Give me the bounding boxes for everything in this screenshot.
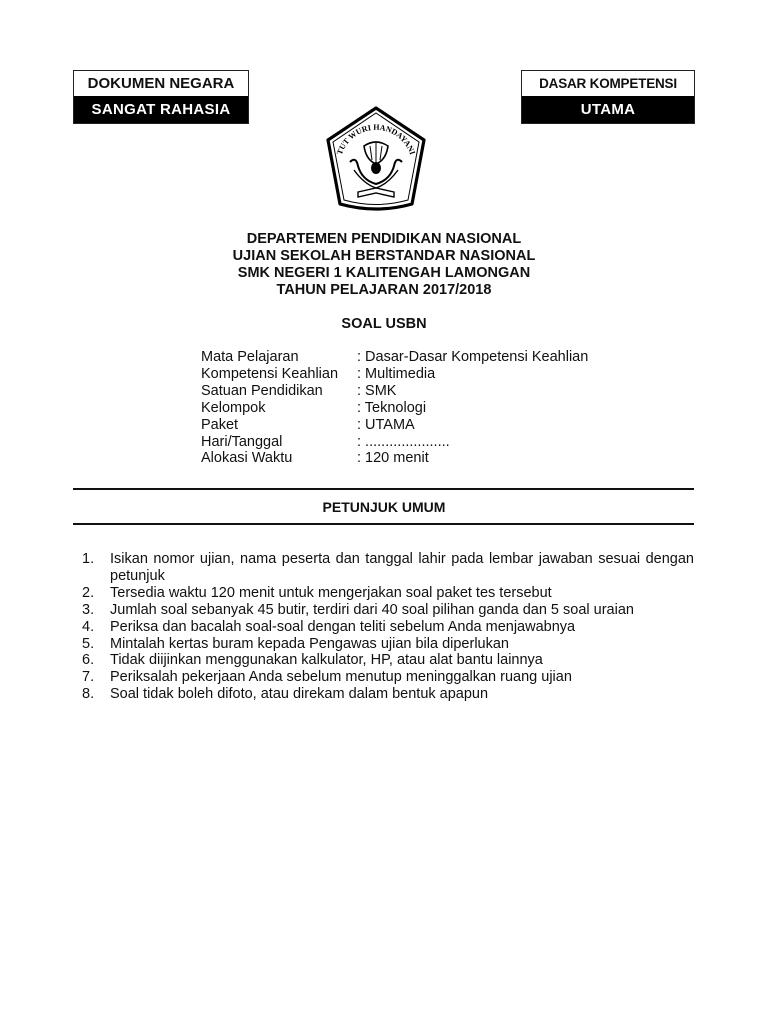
- instruction-item: [82, 636, 694, 653]
- instruction-item: [82, 585, 694, 602]
- info-value: : 120 menit: [357, 450, 429, 467]
- instruction-text: Tidak diijinkan menggunakan kalkulator, HP, atau alat bantu lainnya: [110, 652, 543, 669]
- info-label: Alokasi Waktu: [201, 450, 293, 467]
- instruction-number: 2.: [82, 584, 95, 601]
- instruction-number: 4.: [82, 618, 95, 635]
- info-row: [201, 366, 588, 383]
- instruction-text: Periksalah pekerjaan Anda sebelum menutup meninggalkan ruang ujian: [110, 669, 572, 686]
- instruction-number: 1.: [82, 551, 95, 567]
- academic-year: TAHUN PELAJARAN 2017/2018: [276, 282, 492, 298]
- info-label: Paket: [201, 416, 239, 433]
- package-label: UTAMA: [522, 96, 694, 123]
- info-value: : Multimedia: [357, 365, 436, 382]
- instruction-text: Isikan nomor ujian, nama peserta dan tanggal lahir pada lembar jawaban sesuai dengan petunjuk: [110, 551, 694, 584]
- instruction-text: Tersedia waktu 120 menit untuk mengerjakan soal paket tes tersebut: [110, 584, 552, 601]
- school-title: SMK NEGERI 1 KALITENGAH LAMONGAN: [237, 265, 531, 281]
- instruction-number: 3.: [82, 601, 95, 618]
- instruction-item: [82, 619, 694, 636]
- instruction-item: [82, 669, 694, 686]
- exam-title: UJIAN SEKOLAH BERSTANDAR NASIONAL: [232, 248, 536, 264]
- ministry-title: DEPARTEMEN PENDIDIKAN NASIONAL: [246, 231, 522, 247]
- info-value: : Teknologi: [357, 399, 427, 416]
- section-divider-bottom: [73, 523, 694, 525]
- tut-wuri-handayani-emblem-icon: [320, 104, 432, 216]
- instruction-text: Jumlah soal sebanyak 45 butir, terdiri dari 40 soal pilihan ganda dan 5 soal uraian: [110, 601, 634, 618]
- info-row: [201, 417, 588, 434]
- instructions-list: [82, 551, 694, 703]
- info-value: : UTAMA: [357, 416, 415, 433]
- info-row: [201, 349, 588, 366]
- instruction-number: 8.: [82, 686, 95, 703]
- instruction-item: [82, 551, 694, 585]
- instructions-title: PETUNJUK UMUM: [322, 499, 446, 515]
- info-value: : .....................: [357, 433, 450, 450]
- info-row: [201, 434, 588, 451]
- exam-heading: [0, 231, 768, 299]
- instruction-text: Periksa dan bacalah soal-soal dengan teliti sebelum Anda menjawabnya: [110, 618, 576, 635]
- document-classification-box: [73, 70, 249, 124]
- subject-package-box: [521, 70, 695, 124]
- info-label: Satuan Pendidikan: [201, 382, 323, 399]
- info-label: Kelompok: [201, 399, 266, 416]
- instruction-number: 6.: [82, 652, 95, 669]
- info-label: Kompetensi Keahlian: [201, 365, 339, 382]
- info-label: Mata Pelajaran: [201, 349, 299, 365]
- instruction-number: 5.: [82, 635, 95, 652]
- instruction-text: Mintalah kertas buram kepada Pengawas ujian bila diperlukan: [110, 635, 509, 652]
- instruction-item: [82, 686, 694, 703]
- info-value: : Dasar-Dasar Kompetensi Keahlian: [357, 349, 589, 365]
- info-value: : SMK: [357, 382, 397, 399]
- svg-text:TUT WURI HANDAYANI: TUT WURI HANDAYANI: [334, 122, 418, 156]
- classification-label: DOKUMEN NEGARA: [87, 75, 235, 92]
- instruction-item: [82, 602, 694, 619]
- section-divider-top: [73, 488, 694, 490]
- instruction-text: Soal tidak boleh difoto, atau direkam dalam bentuk apapun: [110, 686, 489, 703]
- instruction-item: [82, 652, 694, 669]
- info-row: [201, 450, 588, 467]
- secrecy-label: SANGAT RAHASIA: [74, 96, 248, 123]
- info-label: Hari/Tanggal: [201, 433, 283, 450]
- instruction-number: 7.: [82, 669, 95, 686]
- subject-label: DASAR KOMPETENSI: [539, 76, 677, 91]
- info-row: [201, 383, 588, 400]
- soal-title: SOAL USBN: [341, 316, 427, 332]
- exam-info-table: [201, 349, 588, 467]
- info-row: [201, 400, 588, 417]
